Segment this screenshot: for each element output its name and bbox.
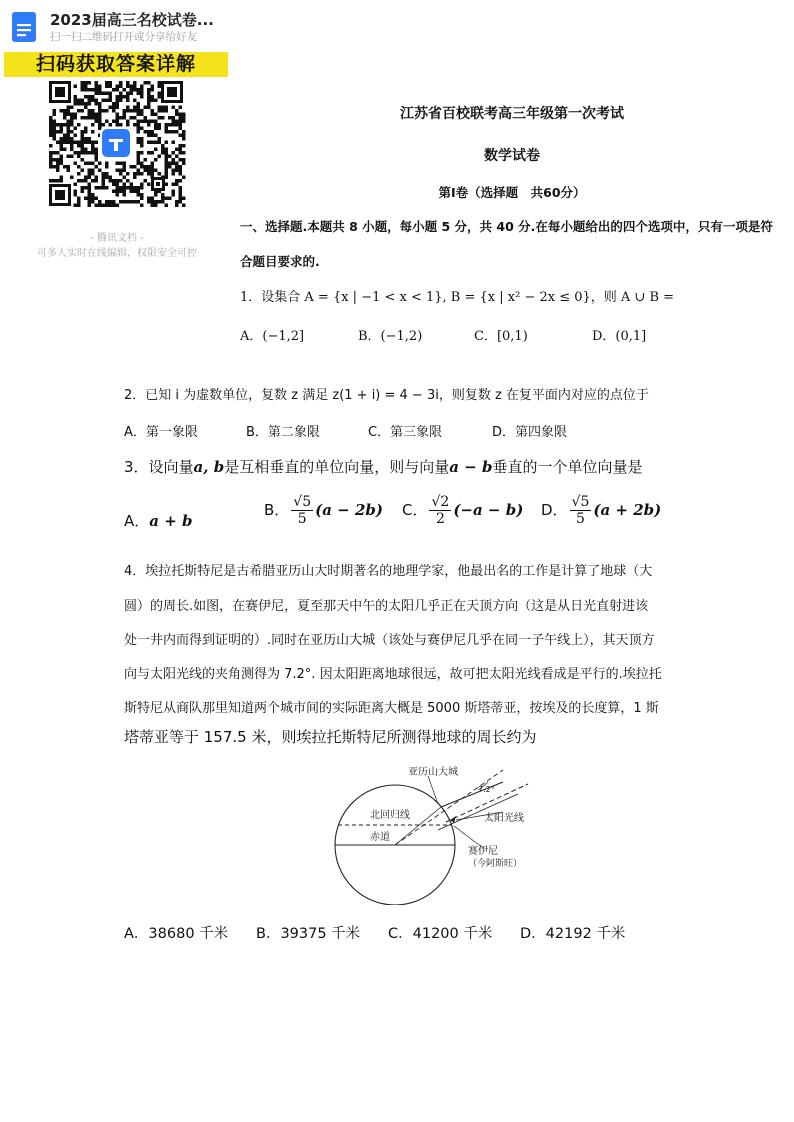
watermark [6,231,228,261]
earth-diagram [328,760,548,905]
q2-option-d[interactable]: D．第四象限 [492,425,568,440]
q3-option-d-fraction [570,494,592,527]
section-heading-line2: 合题目要求的. [240,254,320,269]
q3-option-c[interactable] [402,494,523,527]
q2-stem: 2．已知 i 为虚数单位，复数 z 满足 z(1 + i) = 4 − 3i，则复数 z 在复平面内对应的点位于 [124,388,649,403]
answer-banner-text: 扫码获取答案详解 [35,53,196,75]
q4-line4: 向与太阳光线的夹角测得为 7.2°. 因太阳距离地球很远，故可把太阳光线看成是平行的.埃拉托 [124,667,662,682]
qr-finder-top-left [49,81,71,103]
label-syene: 赛伊尼 [468,846,498,857]
q4-line3: 处一井内而得到证明的）.同时在亚历山大城（该处与赛伊尼几乎在同一子午线上），其天顶方 [124,633,655,648]
q3-option-b-denominator: 5 [297,511,307,527]
q3-option-b-label: B． [264,501,290,519]
q3-stem-pre: 3．设向量 [124,458,194,476]
q4-line5: 斯特尼从商队那里知道两个城市间的实际距离大概是 5000 斯塔蒂亚，按埃及的长度算，1 斯 [124,701,659,716]
q4-option-c[interactable]: C．41200 千米 [388,926,493,942]
exam-part: 第Ⅰ卷（选择题 共60分） [438,185,586,200]
q4-option-b[interactable]: B．39375 千米 [256,926,361,942]
qr-code[interactable] [46,79,186,209]
q3-option-d-denominator: 5 [576,511,585,527]
label-tropic: 北回归线 [370,810,410,821]
q3-option-c-fraction [429,494,451,527]
q3-stem-vectors: a, b [193,458,225,476]
q3-stem-post: 垂直的一个单位向量是 [492,458,643,476]
q3-option-d-label: D． [541,501,568,519]
document-icon [12,12,36,42]
q3-option-b[interactable] [264,494,383,527]
q3-option-a[interactable] [124,510,193,531]
watermark-line1: - 腾讯文档 - [90,233,144,244]
section-heading-line1: 一、选择题.本题共 8 小题，每小题 5 分，共 40 分.在每小题给出的四个选项中，只有一项是符 [240,219,773,234]
q3-option-d[interactable] [541,494,661,527]
q3-option-b-fraction [291,494,313,527]
watermark-line2: 可多人实时在线编辑，权限安全可控 [37,248,197,259]
answer-banner [4,52,228,77]
q4-line2: 圆）的周长.如图，在赛伊尼，夏至那天中午的太阳几乎正在天顶方向（这是从日光直射进该 [124,599,649,614]
q3-stem-mid: 是互相垂直的单位向量，则与向量 [224,458,450,476]
q1-option-a[interactable]: A．(−1,2] [240,329,305,344]
zenith-ray [395,770,503,845]
q3-option-a-expr: a + b [149,512,193,530]
document-subtitle: 扫一扫二维码打开或分享给好友 [50,31,197,43]
q2-option-b[interactable]: B．第二象限 [246,425,320,440]
q4-line6: 塔蒂亚等于 157.5 米，则埃拉托斯特尼所测得地球的周长约为 [124,728,537,746]
q3-option-c-denominator: 2 [435,511,445,527]
q4-option-d[interactable]: D．42192 千米 [520,926,626,942]
q4-option-a[interactable]: A．38680 千米 [124,926,229,942]
sun-ray-extra [438,794,518,830]
qr-finder-top-right [161,81,183,103]
q1-stem: 1．设集合 A = {x | −1 < x < 1}, B = {x | x² − 2x ≤ 0}，则 A ∪ B = [240,290,675,305]
label-aswan: （今阿斯旺） [468,859,523,869]
q3-option-d-expr: (a + 2b) [593,501,662,519]
q2-option-c[interactable]: C．第三象限 [368,425,443,440]
q3-option-c-numerator: √2 [431,494,450,510]
q4-line1: 4．埃拉托斯特尼是古希腊亚历山大时期著名的地理学家，他最出名的工作是计算了地球（大 [124,564,653,579]
exam-subject: 数学试卷 [484,148,540,164]
document-title[interactable]: 2023届高三名校试卷... [50,11,214,29]
q3-option-c-label: C． [402,501,428,519]
q2-option-a[interactable]: A．第一象限 [124,425,198,440]
qr-finder-bottom-left [49,184,71,206]
q1-option-d[interactable]: D．(0,1] [592,329,647,344]
q3-option-a-label: A． [124,512,150,530]
label-angle: 7.2° [478,785,495,794]
q3-option-b-numerator: √5 [293,494,312,510]
label-sunlight: 太阳光线 [484,813,524,824]
q3-stem [124,456,642,477]
q3-option-c-expr: (−a − b) [453,501,524,519]
q3-option-d-numerator: √5 [571,494,590,510]
label-equator: 赤道 [370,832,390,843]
q1-option-b[interactable]: B．(−1,2) [358,329,423,344]
label-alexandria: 亚历山大城 [408,767,458,778]
q1-option-c[interactable]: C．[0,1) [474,329,528,344]
exam-title: 江苏省百校联考高三年级第一次考试 [400,106,624,122]
q3-option-b-expr: (a − 2b) [315,501,383,519]
q3-stem-vector-diff: a − b [449,458,493,476]
